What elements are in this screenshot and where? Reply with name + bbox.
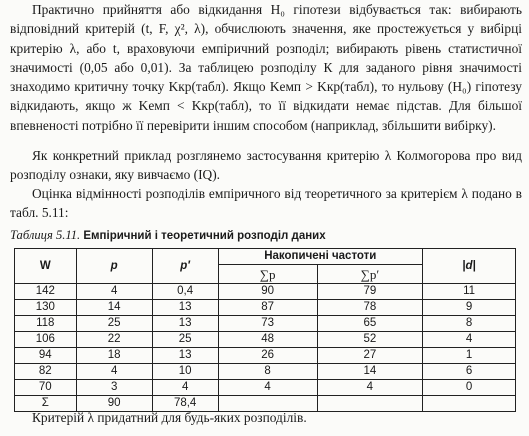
cell-sum-p-prime: 14 [317, 364, 422, 380]
table-row [15, 364, 516, 380]
cell-sum-p: 8 [218, 364, 317, 380]
cell-p-prime: 4 [152, 380, 218, 396]
table-row [15, 316, 516, 332]
cell-d: 6 [423, 364, 516, 380]
cell-d: 11 [423, 284, 516, 300]
cell-p-prime: 13 [152, 348, 218, 364]
cell-d: 9 [423, 300, 516, 316]
header-cumulative-frequencies: Накопичені частоти [218, 249, 423, 265]
header-p-prime: p′ [152, 249, 218, 284]
cell-sum-p-prime: 65 [317, 316, 422, 332]
cell-p-prime: 25 [152, 332, 218, 348]
cell-sum-p: 26 [218, 348, 317, 364]
cell-w: 94 [15, 348, 77, 364]
cell-sum-p: 90 [218, 284, 317, 300]
distribution-table [14, 248, 516, 412]
table-caption [10, 228, 522, 243]
table-row [15, 348, 516, 364]
cell-p-prime: 0,4 [152, 284, 218, 300]
cell-p: 4 [76, 284, 152, 300]
paragraph-conclusion: Критерій λ придатний для будь-яких розподілів. [32, 410, 307, 425]
cell-p: 18 [76, 348, 152, 364]
cell-sum-p-prime: 27 [317, 348, 422, 364]
cell-sum-p: 4 [218, 380, 317, 396]
cell-sum-p-prime: 4 [317, 380, 422, 396]
header-sum-p: ∑p [218, 265, 317, 284]
table-row [15, 380, 516, 396]
cell-d: 4 [423, 332, 516, 348]
cell-d: 8 [423, 316, 516, 332]
cell-p-prime: 13 [152, 300, 218, 316]
cell-w: 106 [15, 332, 77, 348]
cell-p: 14 [76, 300, 152, 316]
cell-d: 1 [423, 348, 516, 364]
cell-w: Σ [15, 396, 77, 412]
cell-p: 3 [76, 380, 152, 396]
cell-w: 118 [15, 316, 77, 332]
cell-sum-p: 87 [218, 300, 317, 316]
cell-w: 70 [15, 380, 77, 396]
cell-sum-p: 73 [218, 316, 317, 332]
cell-sum-p-prime: 79 [317, 284, 422, 300]
table-row [15, 332, 516, 348]
cell-p-prime: 10 [152, 364, 218, 380]
cell-sum-p: 48 [218, 332, 317, 348]
cell-p: 25 [76, 316, 152, 332]
cell-d: 0 [423, 380, 516, 396]
cell-w: 130 [15, 300, 77, 316]
header-w: W [15, 249, 77, 284]
table-caption-label: Таблиця 5.11. [10, 228, 81, 242]
cell-sum-p-prime: 78 [317, 300, 422, 316]
paragraph-hypothesis-procedure: Практично прийняття або відкидання H₀ гіпотези відбувається так: вибирають відповідний критерій (t, F, χ², λ), обчислюють значення, яке простежується у вибірці критерію λ, або t, враховуючи емпіричний розподіл; вибирають рівень статистичної значимості (0,05 або 0,01). За таблицею розподілу К для заданого рівня значимості знаходимо критичну точку Kкр(табл). Якщо Kемп > Kкр(табл), то нульову (H₀) гіпотезу відкидають, якщо ж Kемп < Kкр(табл), то її відкидати немає підстав. Для більшої впевненості потрібно її перевірити іншим способом (наприклад, збільшити вибірку). [10, 2, 522, 133]
header-sum-p-prime: ∑p′ [317, 265, 422, 284]
cell-w: 142 [15, 284, 77, 300]
header-d: |d| [423, 249, 516, 284]
cell-p: 4 [76, 364, 152, 380]
table-caption-title: Емпіричний і теоретичний розподіл даних [83, 230, 326, 242]
paragraph-table-intro: Оцінка відмінності розподілів емпіричного від теоретичного за критерієм λ подано в табл. 5.11: [10, 186, 522, 221]
cell-p-prime: 78,4 [152, 396, 218, 412]
header-p: p [76, 249, 152, 284]
cell-p-prime: 13 [152, 316, 218, 332]
table-row [15, 284, 516, 300]
cell-w: 82 [15, 364, 77, 380]
cell-p: 22 [76, 332, 152, 348]
paragraph-example: Як конкретний приклад розглянемо застосування критерію λ Колмогорова про вид розподілу ознаки, яку вивчаємо (IQ). [10, 148, 522, 183]
cell-sum-p-prime: 52 [317, 332, 422, 348]
table-row [15, 300, 516, 316]
cell-p: 90 [76, 396, 152, 412]
